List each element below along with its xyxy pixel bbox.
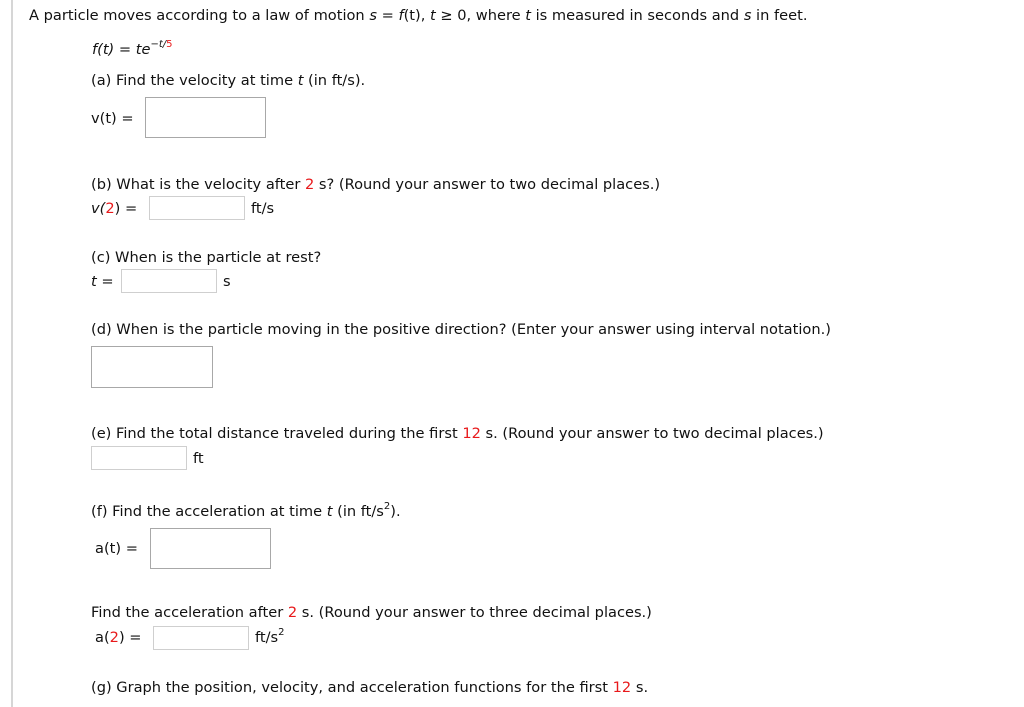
velocity-at-2-input[interactable]: [149, 196, 245, 220]
left-border: [11, 0, 13, 707]
formula: $f(t) = te^{-t/5}$: [92, 39, 173, 58]
label-a: v(t) =: [91, 110, 134, 127]
distance-input[interactable]: [91, 446, 187, 470]
acceleration-at-2-input[interactable]: [153, 626, 249, 650]
question-c: (c) When is the particle at rest?: [91, 249, 322, 266]
question-a: (a) Find the velocity at time t (in ft/s).: [91, 72, 366, 89]
question-f2: Find the acceleration after 2 s. (Round your answer to three decimal places.): [91, 604, 652, 621]
question-d: (d) When is the particle moving in the positive direction? (Enter your answer using interval notation.): [91, 321, 831, 338]
label-f2: a(2) =: [95, 629, 142, 646]
question-f: (f) Find the acceleration at time t (in $ft/s^2$).: [91, 501, 401, 520]
velocity-input[interactable]: [145, 97, 266, 138]
rest-time-input[interactable]: [121, 269, 217, 293]
problem-statement: A particle moves according to a law of motion s = f(t), t ≥ 0, where t is measured in seconds and s in feet.: [29, 7, 808, 24]
unit-e: ft: [193, 450, 204, 467]
label-b: v(2) =: [91, 200, 138, 217]
interval-input[interactable]: [91, 346, 213, 388]
label-f: a(t) =: [95, 540, 138, 557]
question-e: (e) Find the total distance traveled during the first 12 s. (Round your answer to two decimal places.): [91, 425, 824, 442]
question-b: (b) What is the velocity after 2 s? (Round your answer to two decimal places.): [91, 176, 661, 193]
unit-c: s: [223, 273, 231, 290]
unit-f2: $ft/s^2$: [255, 627, 285, 646]
unit-b: ft/s: [251, 200, 275, 217]
acceleration-input[interactable]: [150, 528, 271, 569]
question-g: (g) Graph the position, velocity, and acceleration functions for the first 12 s.: [91, 679, 649, 696]
label-c: t =: [91, 273, 114, 290]
